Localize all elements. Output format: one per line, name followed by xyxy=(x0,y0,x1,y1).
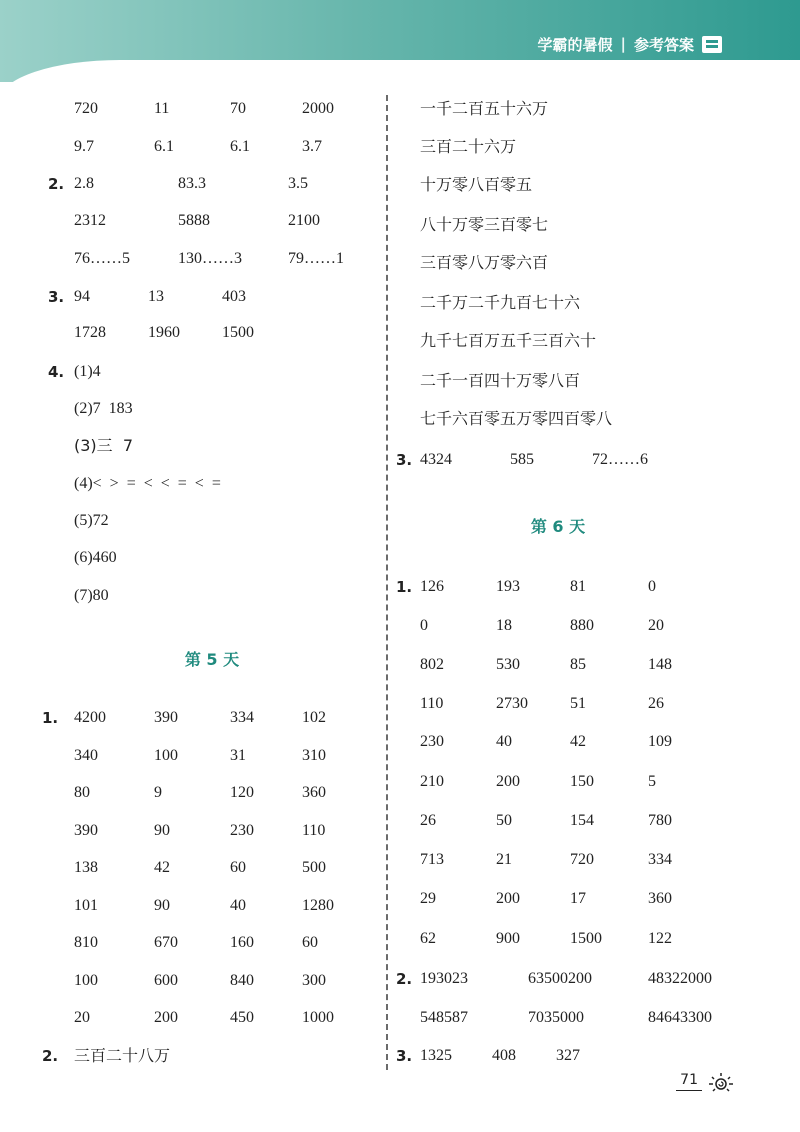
answer-value: 29 xyxy=(420,890,436,907)
answer-value: 230 xyxy=(420,733,444,750)
answer-row xyxy=(420,132,780,162)
answer-value: 九千七百万五千三百六十 xyxy=(420,331,597,350)
answer-value: 900 xyxy=(496,930,520,947)
answer-value: 126 xyxy=(420,578,444,595)
answer-value: 148 xyxy=(648,656,672,673)
answer-value: 三百零八万零六百 xyxy=(420,253,549,272)
day-6-question-3-row xyxy=(380,1041,800,1071)
answer-value: 360 xyxy=(302,784,326,801)
day-6-question-2-row xyxy=(380,964,800,994)
answer-value: (5)72 xyxy=(74,512,109,529)
answer-value: 5 xyxy=(648,773,656,790)
answer-row xyxy=(420,170,780,200)
answer-value: 1500 xyxy=(570,930,602,947)
answer-value: 70 xyxy=(230,100,246,117)
answer-value: 713 xyxy=(420,851,444,868)
header-separator: | xyxy=(620,35,626,53)
answer-value: 51 xyxy=(570,695,586,712)
sun-icon xyxy=(706,1070,736,1094)
answer-row xyxy=(380,767,800,797)
answer-row xyxy=(0,966,380,996)
answer-row xyxy=(420,404,780,434)
answer-row xyxy=(0,1003,380,1033)
answer-value: 200 xyxy=(496,890,520,907)
answer-row xyxy=(420,366,780,396)
answer-value: 80 xyxy=(74,784,90,801)
answer-row xyxy=(380,611,800,641)
answer-value: 5888 xyxy=(178,212,210,229)
answer-row xyxy=(0,469,380,499)
answer-value: 193 xyxy=(496,578,520,595)
answer-value: 40 xyxy=(496,733,512,750)
answer-value: 11 xyxy=(154,100,170,117)
question-2-row xyxy=(0,169,380,199)
answer-row xyxy=(0,778,380,808)
answer-value: 670 xyxy=(154,934,178,951)
answer-value: 500 xyxy=(302,859,326,876)
page-header xyxy=(0,0,800,82)
answer-value: 31 xyxy=(230,747,246,764)
answer-value: 90 xyxy=(154,897,170,914)
answer-value: 160 xyxy=(230,934,254,951)
answer-value: 50 xyxy=(496,812,512,829)
answer-value: 390 xyxy=(154,709,178,726)
answer-value: 63500200 xyxy=(528,970,592,987)
answer-value: 2312 xyxy=(74,212,106,229)
answer-value: 18 xyxy=(496,617,512,634)
question-number: 2. xyxy=(396,970,413,988)
answer-value: 62 xyxy=(420,930,436,947)
answer-row xyxy=(0,244,380,274)
answer-row xyxy=(0,394,380,424)
day-5-question-3-row xyxy=(380,445,800,475)
answer-value: 2000 xyxy=(302,100,334,117)
answer-row xyxy=(380,727,800,757)
day-5-title: 第 5 天 xyxy=(184,650,240,669)
answer-value: 76……5 xyxy=(74,250,130,267)
answer-value: 530 xyxy=(496,656,520,673)
answer-value: 60 xyxy=(302,934,318,951)
answer-value: 810 xyxy=(74,934,98,951)
answer-value: 7035000 xyxy=(528,1009,584,1026)
question-number: 1. xyxy=(396,578,413,596)
answer-value: 83.3 xyxy=(178,175,206,192)
answer-row xyxy=(0,543,380,573)
answer-row xyxy=(380,884,800,914)
answer-row xyxy=(380,924,800,954)
answer-value: 2.8 xyxy=(74,175,94,192)
answer-value: 0 xyxy=(648,578,656,595)
question-number: 3. xyxy=(396,451,413,469)
answer-value: 40 xyxy=(230,897,246,914)
answer-row xyxy=(0,132,380,162)
answer-value: 1000 xyxy=(302,1009,334,1026)
answer-row xyxy=(420,326,780,356)
answer-value: (3)三 7 xyxy=(74,436,134,455)
answer-value: 二千一百四十万零八百 xyxy=(420,371,581,390)
answer-value: 42 xyxy=(570,733,586,750)
book-icon xyxy=(702,36,722,53)
answer-value: 八十万零三百零七 xyxy=(420,215,549,234)
answer-value: (2)7 183 xyxy=(74,400,133,417)
answer-value: 85 xyxy=(570,656,586,673)
answer-value: 340 xyxy=(74,747,98,764)
header-tag xyxy=(537,30,722,58)
answer-value: 4324 xyxy=(420,451,452,468)
answer-row xyxy=(0,816,380,846)
answer-value: 60 xyxy=(230,859,246,876)
question-number: 2. xyxy=(48,175,65,193)
answer-value: 6.1 xyxy=(230,138,250,155)
answer-value: 一千二百五十六万 xyxy=(420,99,549,118)
answer-value: 390 xyxy=(74,822,98,839)
answer-value: 101 xyxy=(74,897,98,914)
page-number: 71 xyxy=(676,1072,702,1091)
answer-value: 200 xyxy=(496,773,520,790)
answer-value: 94 xyxy=(74,288,90,305)
answer-value: 三百二十八万 xyxy=(74,1046,171,1065)
day-6-title: 第 6 天 xyxy=(530,517,586,536)
answer-value: 102 xyxy=(302,709,326,726)
answer-value: 4200 xyxy=(74,709,106,726)
answer-value: 138 xyxy=(74,859,98,876)
answer-value: 230 xyxy=(230,822,254,839)
answer-value: 二千万二千九百七十六 xyxy=(420,293,581,312)
answer-value: 三百二十六万 xyxy=(420,137,517,156)
answer-value: 327 xyxy=(556,1047,580,1064)
answer-value: 880 xyxy=(570,617,594,634)
answer-value: 193023 xyxy=(420,970,468,987)
answer-value: 802 xyxy=(420,656,444,673)
answer-value: 21 xyxy=(496,851,512,868)
answer-value: 600 xyxy=(154,972,178,989)
answer-value: 20 xyxy=(74,1009,90,1026)
answer-value: 408 xyxy=(492,1047,516,1064)
answer-row xyxy=(380,806,800,836)
answer-row xyxy=(380,689,800,719)
answer-value: 450 xyxy=(230,1009,254,1026)
answer-value: 79……1 xyxy=(288,250,344,267)
question-number: 4. xyxy=(48,363,65,381)
header-subtitle: 参考答案 xyxy=(633,35,694,54)
answer-row xyxy=(0,928,380,958)
question-number: 1. xyxy=(42,709,59,727)
answer-value: 13 xyxy=(148,288,164,305)
answer-value: 72……6 xyxy=(592,451,648,468)
answer-value: 120 xyxy=(230,784,254,801)
answer-value: 100 xyxy=(74,972,98,989)
answer-value: 154 xyxy=(570,812,594,829)
answer-value: 48322000 xyxy=(648,970,712,987)
answer-value: 109 xyxy=(648,733,672,750)
answer-row xyxy=(0,581,380,611)
answer-value: 1960 xyxy=(148,324,180,341)
answer-value: 26 xyxy=(420,812,436,829)
header-title: 学霸的暑假 xyxy=(537,35,613,54)
answer-value: 334 xyxy=(230,709,254,726)
answer-value: 130……3 xyxy=(178,250,242,267)
answer-row xyxy=(420,248,780,278)
day-5-question-2-row xyxy=(0,1041,380,1071)
answer-row xyxy=(380,1003,800,1033)
answer-row xyxy=(0,741,380,771)
question-3-row xyxy=(0,282,380,312)
answer-value: 1500 xyxy=(222,324,254,341)
answer-row xyxy=(420,288,780,318)
answer-value: 90 xyxy=(154,822,170,839)
answer-value: 300 xyxy=(302,972,326,989)
answer-value: 84643300 xyxy=(648,1009,712,1026)
answer-row xyxy=(0,206,380,236)
answer-row xyxy=(420,94,780,124)
answer-value: 七千六百零五万零四百零八 xyxy=(420,409,613,428)
answer-value: 26 xyxy=(648,695,664,712)
answer-row xyxy=(380,572,800,602)
answer-row xyxy=(0,318,380,348)
answer-row xyxy=(0,891,380,921)
answer-value: 1728 xyxy=(74,324,106,341)
answer-row xyxy=(0,703,380,733)
answer-row xyxy=(0,431,380,461)
answer-value: 3.5 xyxy=(288,175,308,192)
question-number: 3. xyxy=(48,288,65,306)
answer-value: 110 xyxy=(420,695,444,712)
answer-value: 100 xyxy=(154,747,178,764)
answer-row xyxy=(420,210,780,240)
answer-value: 2100 xyxy=(288,212,320,229)
answer-value: 334 xyxy=(648,851,672,868)
answer-value: 585 xyxy=(510,451,534,468)
answer-value: 310 xyxy=(302,747,326,764)
answer-value: 42 xyxy=(154,859,170,876)
question-number: 3. xyxy=(396,1047,413,1065)
answer-row xyxy=(0,506,380,536)
answer-row xyxy=(0,94,380,124)
answer-value: 720 xyxy=(74,100,98,117)
answer-row xyxy=(380,845,800,875)
answer-value: (4)< > = < < = < = xyxy=(74,475,221,492)
answer-value: 6.1 xyxy=(154,138,174,155)
answer-value: 0 xyxy=(420,617,428,634)
answer-value: 548587 xyxy=(420,1009,468,1026)
answer-value: 1325 xyxy=(420,1047,452,1064)
answer-value: 720 xyxy=(570,851,594,868)
answer-value: 403 xyxy=(222,288,246,305)
answer-value: 17 xyxy=(570,890,586,907)
answer-value: 9 xyxy=(154,784,162,801)
answer-value: 20 xyxy=(648,617,664,634)
answer-value: 110 xyxy=(302,822,326,839)
question-number: 2. xyxy=(42,1047,59,1065)
answer-value: 360 xyxy=(648,890,672,907)
answer-value: 200 xyxy=(154,1009,178,1026)
answer-row xyxy=(0,853,380,883)
answer-value: 150 xyxy=(570,773,594,790)
answer-value: 1280 xyxy=(302,897,334,914)
answer-value: (7)80 xyxy=(74,587,109,604)
answer-value: 81 xyxy=(570,578,586,595)
answer-value: 2730 xyxy=(496,695,528,712)
answer-row xyxy=(380,650,800,680)
answer-value: (6)460 xyxy=(74,549,117,566)
answer-value: 十万零八百零五 xyxy=(420,175,533,194)
answer-value: 840 xyxy=(230,972,254,989)
answer-value: 780 xyxy=(648,812,672,829)
answer-value: 122 xyxy=(648,930,672,947)
answer-value: (1)4 xyxy=(74,363,101,380)
answer-value: 210 xyxy=(420,773,444,790)
answer-value: 3.7 xyxy=(302,138,322,155)
answer-value: 9.7 xyxy=(74,138,94,155)
question-4-row xyxy=(0,357,380,387)
